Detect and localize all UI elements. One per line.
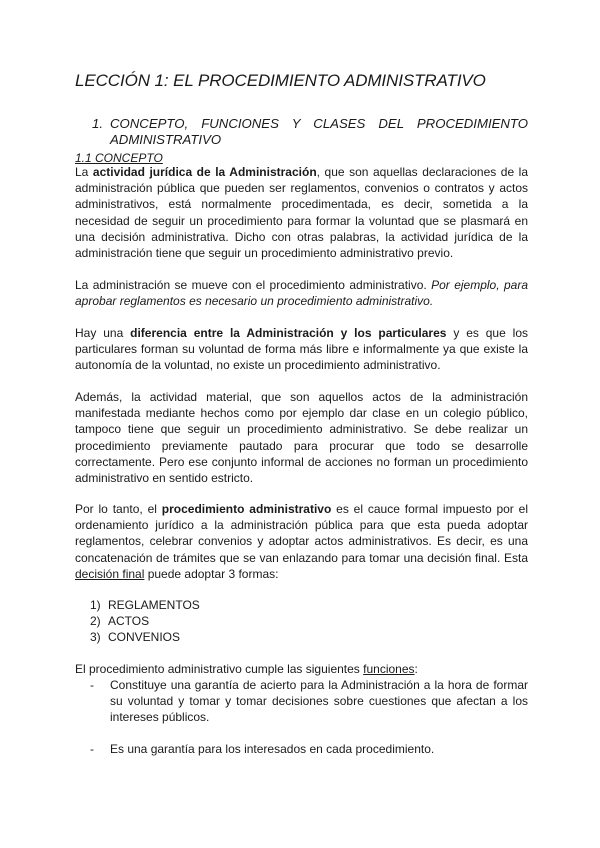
p5-line3: reglamentos, celebrar convenios y adoptar actos administrativos. Es decir, es una <box>75 534 528 549</box>
p3-line2: particulares forman su voluntad de forma más libre e informalmente ya que existe la <box>75 342 528 357</box>
forms-list <box>90 597 200 646</box>
p5-text-a: Por lo tanto, el <box>75 502 162 516</box>
p1-line5: una decisión administrativa. Dicho con otras palabras, la actividad jurídica de la <box>75 229 528 244</box>
p1-line2: administración pública que pueden ser reglamentos, convenios o contratos y actos <box>75 181 528 196</box>
p1-text-a: La <box>75 165 93 179</box>
list-item <box>90 741 528 757</box>
p6-text-b: : <box>414 662 418 676</box>
functions-list-2 <box>90 741 528 757</box>
list-item <box>90 677 528 726</box>
lesson-title: LECCIÓN 1: EL PROCEDIMIENTO ADMINISTRATIVO <box>75 71 486 90</box>
function2-line1: Es una garantía para los interesados en cada procedimiento. <box>110 742 435 756</box>
dash-bullet: - <box>90 742 94 756</box>
p4-line6: administrativo en sentido estricto. <box>75 471 254 486</box>
section-title-line1: CONCEPTO, FUNCIONES Y CLASES DEL PROCEDIMIENTO <box>110 116 528 131</box>
function1-line2: su voluntad y tomar y tomar decisiones sobre cuestiones que afectan a los <box>110 694 528 709</box>
p5-bold: procedimiento administrativo <box>161 502 332 516</box>
p3-text-a: Hay una <box>75 326 131 340</box>
paragraph-5 <box>75 501 528 582</box>
list-label: CONVENIOS <box>108 630 181 645</box>
list-item <box>90 597 200 613</box>
p3-bold: diferencia entre la Administración y los particulares <box>130 326 447 340</box>
p1-bold: actividad jurídica de la Administración <box>92 165 317 179</box>
p1-line3: administrativos, está normalmente procedimentada, es decir, sometida a la <box>75 197 528 212</box>
p4-line5: correctamente. Pero ese conjunto informal de acciones no forman un procedimiento <box>75 454 528 469</box>
p6-underline: funciones <box>363 662 415 676</box>
list-number: 1) <box>90 598 101 612</box>
function1-line3: intereses públicos. <box>110 710 210 725</box>
p5-line2: ordenamiento jurídico a la administración pública para que esta pueda adoptar <box>75 518 528 533</box>
p4-line1: Además, la actividad material, que son aquellos actos de la administración <box>75 390 528 404</box>
functions-list <box>90 677 528 726</box>
p4-line3: tampoco tiene que seguir un procedimiento administrativo. Se debe realizar un <box>75 422 528 437</box>
section-number: 1. <box>92 116 103 131</box>
list-label: REGLAMENTOS <box>108 598 200 612</box>
paragraph-6 <box>75 661 528 677</box>
paragraph-2 <box>75 277 528 309</box>
list-number: 2) <box>90 614 101 629</box>
p6-text-a: El procedimiento administrativo cumple las siguientes <box>75 662 364 676</box>
p4-line2: manifestada mediante hechos como por ejemplo dar clase en un colegio público, <box>75 406 528 421</box>
p1-line6: administración tiene que seguir un procedimiento administrativo previo. <box>75 246 454 261</box>
section-heading <box>75 116 528 148</box>
p5-line1-rest: es el cauce formal impuesto por el <box>331 502 528 516</box>
list-item <box>90 629 200 645</box>
p1-line1-rest: , que son aquellas declaraciones de la <box>316 165 529 179</box>
p2-plain: La administración se mueve con el procedimiento administrativo. <box>75 278 432 292</box>
list-number: 3) <box>90 630 101 645</box>
paragraph-3 <box>75 325 528 374</box>
dash-bullet: - <box>90 678 94 692</box>
p4-line4: procedimiento previamente pautado para procurar que todo se desarrolle <box>75 438 528 453</box>
p5-underline: decisión final <box>75 566 145 581</box>
p3-line1-rest: y es que los <box>446 326 529 340</box>
p2-italic1: Por ejemplo, para <box>431 278 528 292</box>
list-item <box>90 613 200 629</box>
subsection-heading: 1.1 CONCEPTO <box>75 151 163 165</box>
list-label: ACTOS <box>108 614 150 629</box>
p2-italic2: aprobar reglamentos es necesario un procedimiento administrativo. <box>75 294 434 309</box>
p5-line5-rest: puede adoptar 3 formas: <box>144 566 279 581</box>
function1-line1: Constituye una garantía de acierto para la Administración a la hora de formar <box>110 678 528 692</box>
section-title-line2: ADMINISTRATIVO <box>110 132 222 147</box>
paragraph-4 <box>75 389 528 486</box>
p3-line3: autonomía de la voluntad, no existe un procedimiento administrativo. <box>75 358 441 373</box>
paragraph-1 <box>75 164 528 261</box>
p1-line4: necesidad de seguir un procedimiento para formar la voluntad que se plasmará en <box>75 213 528 228</box>
p5-line4: concatenación de trámites que se van enlazando para tomar una decisión final. Esta <box>75 550 528 565</box>
